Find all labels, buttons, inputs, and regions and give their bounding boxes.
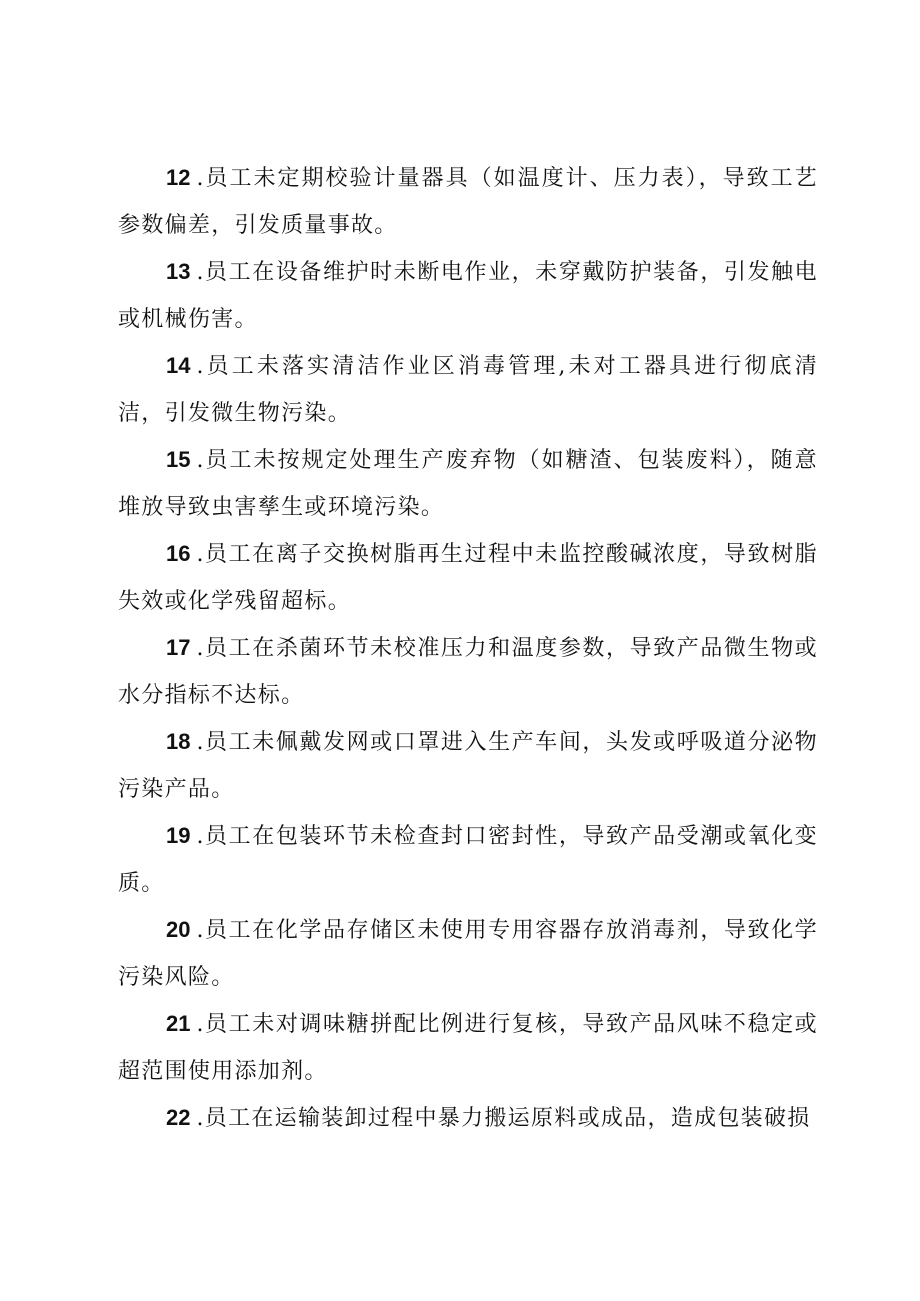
item-text: .员工未佩戴发网或口罩进入生产车间，头发或呼吸道分泌物污染产品。 xyxy=(118,730,818,802)
item-text: .员工未按规定处理生产废弃物（如糖渣、包装废料），随意堆放导致虫害孳生或环境污染。 xyxy=(118,448,818,520)
item-text: .员工在离子交换树脂再生过程中未监控酸碱浓度，导致树脂失效或化学残留超标。 xyxy=(118,542,818,614)
item-number: 18 xyxy=(166,729,191,754)
item-text: .员工在包装环节未检查封口密封性，导致产品受潮或氧化变质。 xyxy=(118,824,818,896)
list-item xyxy=(118,436,818,531)
item-number: 13 xyxy=(166,259,191,284)
item-text: .员工在设备维护时未断电作业，未穿戴防护装备，引发触电或机械伤害。 xyxy=(118,260,818,332)
item-text: .员工未对调味糖拼配比例进行复核，导致产品风味不稳定或超范围使用添加剂。 xyxy=(118,1012,818,1084)
item-number: 14 xyxy=(166,353,191,378)
item-number: 19 xyxy=(166,823,191,848)
list-item xyxy=(118,812,818,907)
list-item xyxy=(118,624,818,719)
list-item xyxy=(118,530,818,625)
item-number: 17 xyxy=(166,635,191,660)
item-text: .员工在运输装卸过程中暴力搬运原料或成品，造成包装破损 xyxy=(196,1106,811,1131)
list-item xyxy=(118,1094,818,1142)
list-item xyxy=(118,718,818,813)
list-item xyxy=(118,906,818,1001)
item-text: .员工在化学品存储区未使用专用容器存放消毒剂，导致化学污染风险。 xyxy=(118,918,818,990)
item-number: 16 xyxy=(166,541,191,566)
list-item xyxy=(118,248,818,343)
list-item xyxy=(118,1000,818,1095)
list-item xyxy=(118,154,818,249)
item-text: .员工未定期校验计量器具（如温度计、压力表），导致工艺参数偏差，引发质量事故。 xyxy=(118,166,818,238)
item-number: 15 xyxy=(166,447,191,472)
list-item xyxy=(118,342,818,437)
item-number: 12 xyxy=(166,165,191,190)
item-number: 20 xyxy=(166,917,191,942)
item-text: .员工未落实清洁作业区消毒管理,未对工器具进行彻底清洁，引发微生物污染。 xyxy=(118,354,818,426)
item-text: .员工在杀菌环节未校准压力和温度参数，导致产品微生物或水分指标不达标。 xyxy=(118,636,818,708)
item-number: 21 xyxy=(166,1011,191,1036)
item-number: 22 xyxy=(166,1105,191,1130)
